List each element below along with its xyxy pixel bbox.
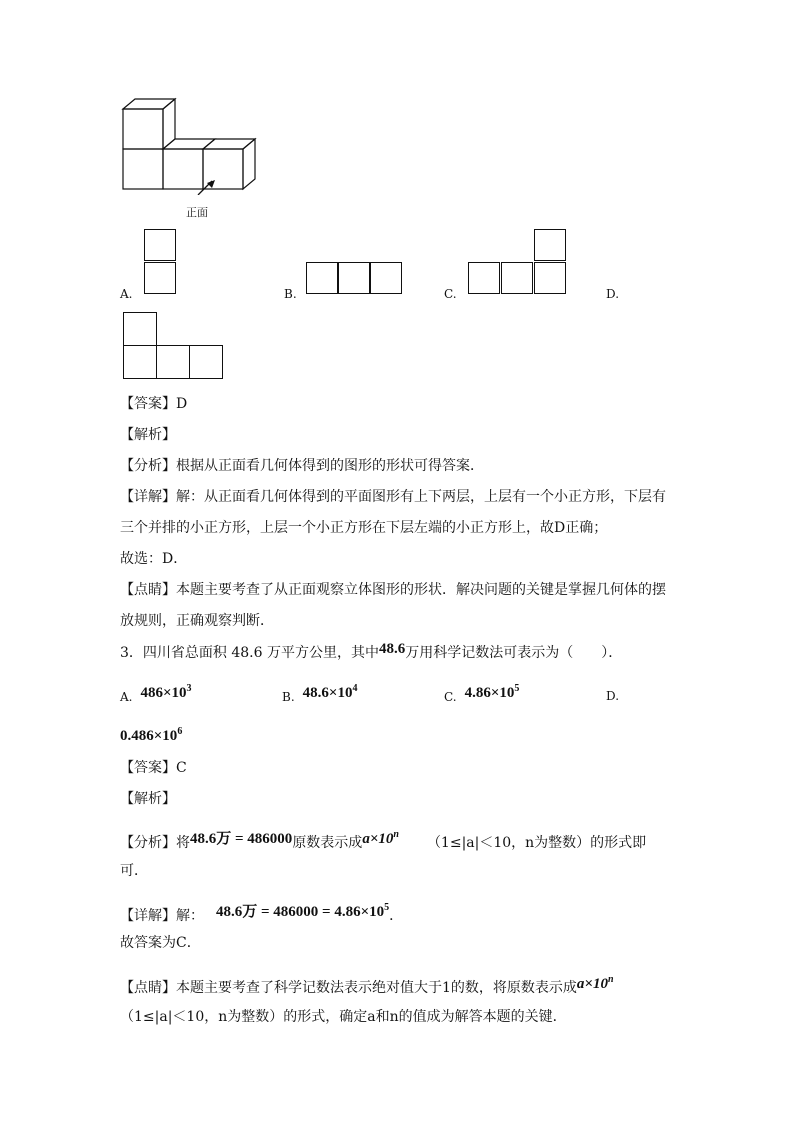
q3-option-c-label: C. <box>444 690 457 704</box>
q3-fenxi-line1 <box>120 829 646 853</box>
q2-dianjing-tag: 【点睛】 <box>120 582 176 598</box>
q3-option-b-value: $48.6\times 10^4$ <box>302 683 358 701</box>
q3-xiangjie-math: 48.6万 = $486000 = 4.86\times 10^5$ <box>216 902 390 920</box>
q3-option-b-label: B. <box>282 690 295 704</box>
option-d-label: D. <box>606 287 620 301</box>
q3-fenxi-tag: 【分析】 <box>120 835 176 851</box>
q2-fenxi-tag: 【分析】 <box>120 458 176 474</box>
q3-dianjing-line1 <box>120 974 614 998</box>
q3-stem <box>120 643 622 663</box>
q3-option-d-label: D. <box>606 689 620 703</box>
q2-xiangjie-line1 <box>120 487 666 507</box>
q2-xiangjie-line2: 三个并排的小正方形，上层一个小正方形在下层左端的小正方形上，故D正确； <box>120 520 608 536</box>
q3-fenxi-cond: （1≤|a|＜10，n为整数）的形式即 <box>426 835 647 851</box>
q2-conclusion: 故选：D． <box>120 551 188 567</box>
q3-option-b <box>282 683 357 707</box>
q2-answer: 【答案】D <box>120 396 188 412</box>
q3-conclusion: 故答案为C． <box>120 935 201 951</box>
option-a-label: A. <box>120 287 133 301</box>
cube-figure <box>115 95 265 195</box>
q3-fenxi-mid: 原数表示成 <box>292 835 363 851</box>
q3-dianjing-tag: 【点睛】 <box>120 980 176 996</box>
q2-dianjing-line1 <box>120 580 666 600</box>
q3-fenxi-math2: $a\times 10^n$ <box>362 829 399 847</box>
q3-stem-after: 万用科学记数法可表示为（ ）． <box>405 645 623 661</box>
q3-option-d-value: $0.486\times 10^6$ <box>120 726 183 744</box>
q3-option-a-label: A. <box>120 690 133 704</box>
q3-option-a <box>120 683 192 707</box>
option-b-label: B. <box>284 287 297 301</box>
q3-option-c-value: $4.86\times 10^5$ <box>464 683 520 701</box>
q3-analysis-header: 【解析】 <box>120 791 176 807</box>
q3-stem-before: 3．四川省总面积 48.6 万平方公里，其中 <box>120 645 379 661</box>
q3-xiangjie-end: ． <box>389 908 404 924</box>
q3-xiangjie-pre: 解： <box>176 908 204 924</box>
option-c-label: C. <box>444 287 457 301</box>
q2-dianjing-line2: 放规则，正确观察判断． <box>120 613 274 629</box>
q3-option-a-value: $486\times 10^3$ <box>140 683 192 701</box>
q2-fenxi <box>120 456 484 476</box>
q3-fenxi-pre: 将 <box>176 835 190 851</box>
q2-fenxi-text: 根据从正面看几何体得到的图形的形状可得答案． <box>176 458 484 474</box>
q3-dianjing-text1: 本题主要考查了科学记数法表示绝对值大于1的数，将原数表示成 <box>176 980 577 996</box>
front-label: 正面 <box>186 206 208 219</box>
q3-fenxi-math1: 48.6万 = 486000 <box>190 831 293 847</box>
q2-analysis-header: 【解析】 <box>120 427 176 443</box>
q3-answer: 【答案】C <box>120 760 187 776</box>
q3-dianjing-math: $a\times 10^n$ <box>576 974 614 992</box>
q3-stem-math: 48.6 <box>378 641 406 657</box>
q3-option-c <box>444 683 519 707</box>
q3-xiangjie-tag: 【详解】 <box>120 908 176 924</box>
q3-dianjing-line2: （1≤|a|＜10，n为整数）的形式，确定a和n的值成为解答本题的关键． <box>120 1009 567 1025</box>
q2-xiangjie-tag: 【详解】 <box>120 489 176 505</box>
q2-dianjing-text1: 本题主要考查了从正面观察立体图形的形状．解决问题的关键是掌握几何体的摆 <box>176 582 666 598</box>
q2-xiangjie-text1: 解：从正面看几何体得到的平面图形有上下两层，上层有一个小正方形，下层有 <box>176 489 666 505</box>
q3-fenxi-cont: 可． <box>120 863 148 879</box>
q3-xiangjie <box>120 902 403 926</box>
